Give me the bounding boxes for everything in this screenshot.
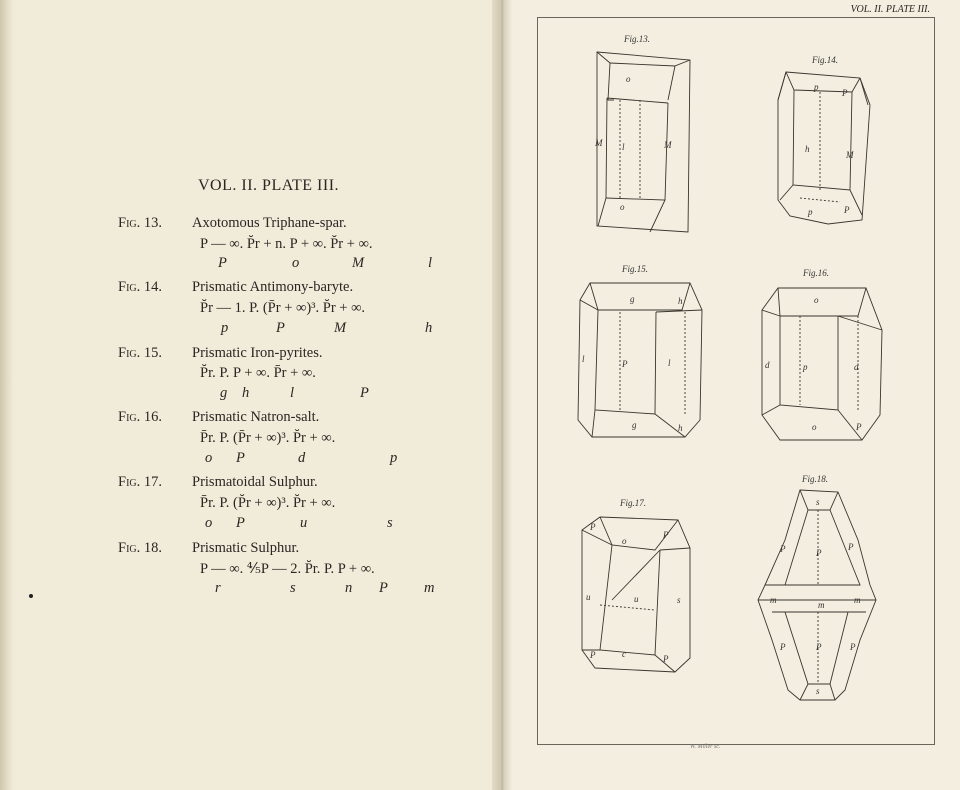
svg-text:p: p bbox=[803, 362, 808, 372]
svg-text:P: P bbox=[590, 650, 596, 660]
svg-text:o: o bbox=[622, 536, 627, 546]
figure-caption: Fig.17. bbox=[620, 498, 646, 508]
svg-text:M: M bbox=[846, 150, 854, 160]
fig-number: Fig. 18. bbox=[118, 540, 162, 556]
svg-text:s: s bbox=[677, 595, 681, 605]
svg-text:P: P bbox=[780, 544, 786, 554]
svg-text:P: P bbox=[780, 642, 786, 652]
svg-text:o: o bbox=[814, 295, 819, 305]
formula: P — ∞. P̆r + n. P + ∞. P̆r + ∞. bbox=[200, 236, 373, 252]
svg-text:o: o bbox=[626, 74, 631, 84]
svg-text:P: P bbox=[850, 642, 856, 652]
face-letter: P bbox=[218, 255, 227, 271]
svg-text:p: p bbox=[808, 207, 813, 217]
svg-text:h: h bbox=[805, 144, 810, 154]
mineral-name: Prismatoidal Sulphur. bbox=[192, 474, 318, 490]
formula: P̆r. P. P + ∞. P̄r + ∞. bbox=[200, 365, 316, 381]
svg-text:P: P bbox=[848, 542, 854, 552]
svg-text:o: o bbox=[620, 202, 625, 212]
face-letter: P bbox=[360, 385, 369, 401]
svg-text:u: u bbox=[634, 594, 639, 604]
face-labels bbox=[582, 74, 862, 696]
formula: P̄r. P. (P̆r + ∞)³. P̆r + ∞. bbox=[200, 495, 336, 511]
svg-text:p: p bbox=[814, 82, 819, 92]
mineral-name: Prismatic Natron-salt. bbox=[192, 409, 320, 425]
svg-text:m: m bbox=[818, 600, 825, 610]
svg-text:P: P bbox=[844, 205, 850, 215]
face-letter: n bbox=[345, 580, 353, 596]
face-letter: g bbox=[220, 385, 228, 401]
crystal-fig-16 bbox=[762, 288, 882, 440]
svg-text:l: l bbox=[582, 354, 585, 364]
fig-number: Fig. 17. bbox=[118, 474, 162, 490]
svg-text:m: m bbox=[770, 595, 777, 605]
svg-text:s: s bbox=[816, 686, 820, 696]
svg-text:m: m bbox=[854, 595, 861, 605]
svg-text:g: g bbox=[630, 294, 635, 304]
face-letter: h bbox=[425, 320, 433, 336]
svg-text:g: g bbox=[632, 420, 637, 430]
face-letter: M bbox=[352, 255, 365, 271]
face-letter: P bbox=[276, 320, 285, 336]
svg-text:M: M bbox=[595, 138, 603, 148]
face-letter: s bbox=[290, 580, 296, 596]
fig-number: Fig. 13. bbox=[118, 215, 162, 231]
svg-text:c: c bbox=[622, 649, 626, 659]
figure-caption: Fig.13. bbox=[624, 34, 650, 44]
face-letter: p bbox=[390, 450, 398, 466]
face-letter: u bbox=[300, 515, 308, 531]
svg-text:P: P bbox=[622, 359, 628, 369]
svg-text:P: P bbox=[842, 88, 848, 98]
face-letter: o bbox=[205, 450, 213, 466]
face-letter: m bbox=[424, 580, 435, 596]
formula: P̄r. P. (P̄r + ∞)³. P̆r + ∞. bbox=[200, 430, 336, 446]
svg-text:h: h bbox=[678, 296, 683, 306]
face-letter: r bbox=[215, 580, 221, 596]
svg-text:P: P bbox=[816, 642, 822, 652]
mineral-name: Axotomous Triphane-spar. bbox=[192, 215, 347, 231]
face-letter: o bbox=[292, 255, 300, 271]
crystal-fig-14 bbox=[778, 72, 870, 224]
face-letter: o bbox=[205, 515, 213, 531]
svg-text:s: s bbox=[816, 497, 820, 507]
face-letter: d bbox=[298, 450, 306, 466]
face-letter: p bbox=[221, 320, 229, 336]
formula: P — ∞. ⅘P — 2. P̆r. P. P + ∞. bbox=[200, 561, 375, 577]
face-letter: P bbox=[379, 580, 388, 596]
fig-number: Fig. 16. bbox=[118, 409, 162, 425]
face-letter: M bbox=[334, 320, 347, 336]
svg-text:o: o bbox=[812, 422, 817, 432]
mineral-name: Prismatic Iron-pyrites. bbox=[192, 345, 323, 361]
svg-text:l: l bbox=[668, 358, 671, 368]
fig-number: Fig. 14. bbox=[118, 279, 162, 295]
running-header: VOL. II. PLATE III. bbox=[850, 4, 930, 15]
figure-caption: Fig.14. bbox=[812, 55, 838, 65]
svg-text:P: P bbox=[663, 530, 669, 540]
crystal-fig-15 bbox=[578, 283, 702, 437]
mineral-name: Prismatic Sulphur. bbox=[192, 540, 300, 556]
svg-text:P: P bbox=[590, 522, 596, 532]
formula: P̆r — 1. P. (P̄r + ∞)³. P̆r + ∞. bbox=[200, 300, 366, 316]
face-letter: l bbox=[290, 385, 295, 401]
face-letter: P bbox=[236, 450, 245, 466]
svg-text:u: u bbox=[586, 592, 591, 602]
face-letter: s bbox=[387, 515, 393, 531]
svg-text:P: P bbox=[816, 548, 822, 558]
svg-text:l: l bbox=[622, 142, 625, 152]
figure-caption: Fig.18. bbox=[802, 474, 828, 484]
svg-text:d: d bbox=[765, 360, 770, 370]
face-letter: h bbox=[242, 385, 250, 401]
face-letter: P bbox=[236, 515, 245, 531]
figure-caption: Fig.15. bbox=[622, 264, 648, 274]
figure-caption: Fig.16. bbox=[803, 268, 829, 278]
engraver-credit: W. Miller sc. bbox=[690, 744, 721, 750]
mineral-name: Prismatic Antimony-baryte. bbox=[192, 279, 354, 295]
plate-title: VOL. II. PLATE III. bbox=[198, 177, 340, 194]
svg-text:M: M bbox=[664, 140, 672, 150]
svg-text:P: P bbox=[856, 422, 862, 432]
crystal-fig-13 bbox=[597, 52, 690, 232]
face-letter: l bbox=[428, 255, 433, 271]
svg-text:P: P bbox=[663, 654, 669, 664]
fig-number: Fig. 15. bbox=[118, 345, 162, 361]
svg-text:d: d bbox=[854, 362, 859, 372]
svg-text:h: h bbox=[678, 423, 683, 433]
